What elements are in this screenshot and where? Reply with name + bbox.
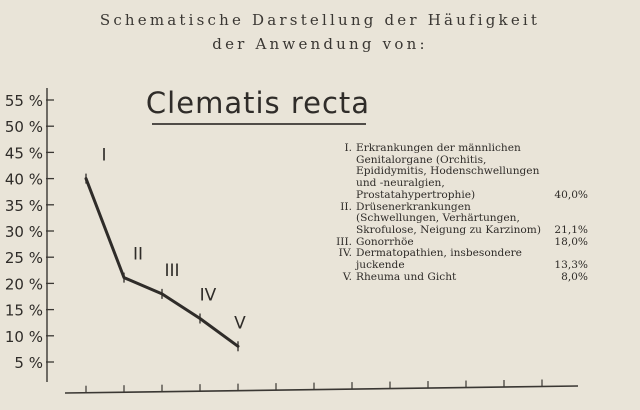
legend-number: III.: [336, 235, 352, 248]
legend-value: 13,3%: [554, 259, 588, 272]
y-tick-label: 30 %: [4, 223, 43, 241]
legend-text: Gonorrhöe: [356, 235, 414, 248]
legend-number: II.: [340, 200, 352, 213]
legend-item: [326, 202, 588, 237]
legend-number: I.: [344, 142, 352, 154]
point-label: III: [164, 260, 180, 281]
y-tick-label: 45 %: [4, 144, 43, 163]
legend-item: [326, 272, 588, 284]
chart-title: Clematis recta: [145, 86, 371, 120]
legend-item: [326, 248, 588, 271]
series-polyline: [86, 179, 238, 347]
point-label: V: [234, 313, 246, 334]
legend-value: 40,0%: [554, 188, 588, 201]
legend-number: IV.: [338, 247, 352, 260]
legend-text: Drüsenerkrankungen (Schwellungen, Verhärtungen, Skrofulose, Neigung zu Karzinom): [356, 200, 541, 236]
y-tick-label: 40 %: [4, 170, 43, 189]
y-tick-label: 50 %: [4, 118, 43, 137]
y-tick-label: 20 %: [4, 275, 43, 294]
legend-text: Dermatopathien, insbesondere juckende: [356, 247, 522, 272]
legend-value: 18,0%: [554, 235, 588, 248]
y-tick-label: 25 %: [4, 249, 43, 268]
chart-title-group: [146, 86, 370, 124]
y-tick-label: 10 %: [4, 327, 43, 346]
point-label: II: [132, 244, 144, 265]
series-line: [86, 174, 238, 352]
legend-value: 21,1%: [554, 223, 588, 236]
x-axis-ticks: [86, 379, 542, 392]
legend: [326, 143, 588, 283]
y-tick-label: 5 %: [14, 354, 43, 372]
legend-text: Rheuma und Gicht: [356, 270, 457, 283]
y-tick-label: 35 %: [4, 196, 43, 215]
legend-item: [326, 143, 588, 202]
point-label: IV: [199, 285, 217, 306]
header-line-2: der Anwendung von:: [212, 35, 428, 53]
y-tick-label: 55 %: [4, 92, 43, 110]
point-label: I: [101, 145, 107, 166]
legend-text: Erkrankungen der männlichen Genitalorgane (Orchitis, Epididymitis, Hodenschwellungen und -neuralgien, Prostatahypertrophie): [356, 142, 540, 201]
y-tick-label: 15 %: [4, 301, 43, 320]
x-axis-line: [65, 386, 578, 393]
point-labels: [101, 146, 246, 334]
header-line-1: Schematische Darstellung der Häufigkeit: [99, 11, 541, 29]
legend-number: V.: [342, 270, 352, 283]
legend-value: 8,0%: [561, 270, 588, 283]
